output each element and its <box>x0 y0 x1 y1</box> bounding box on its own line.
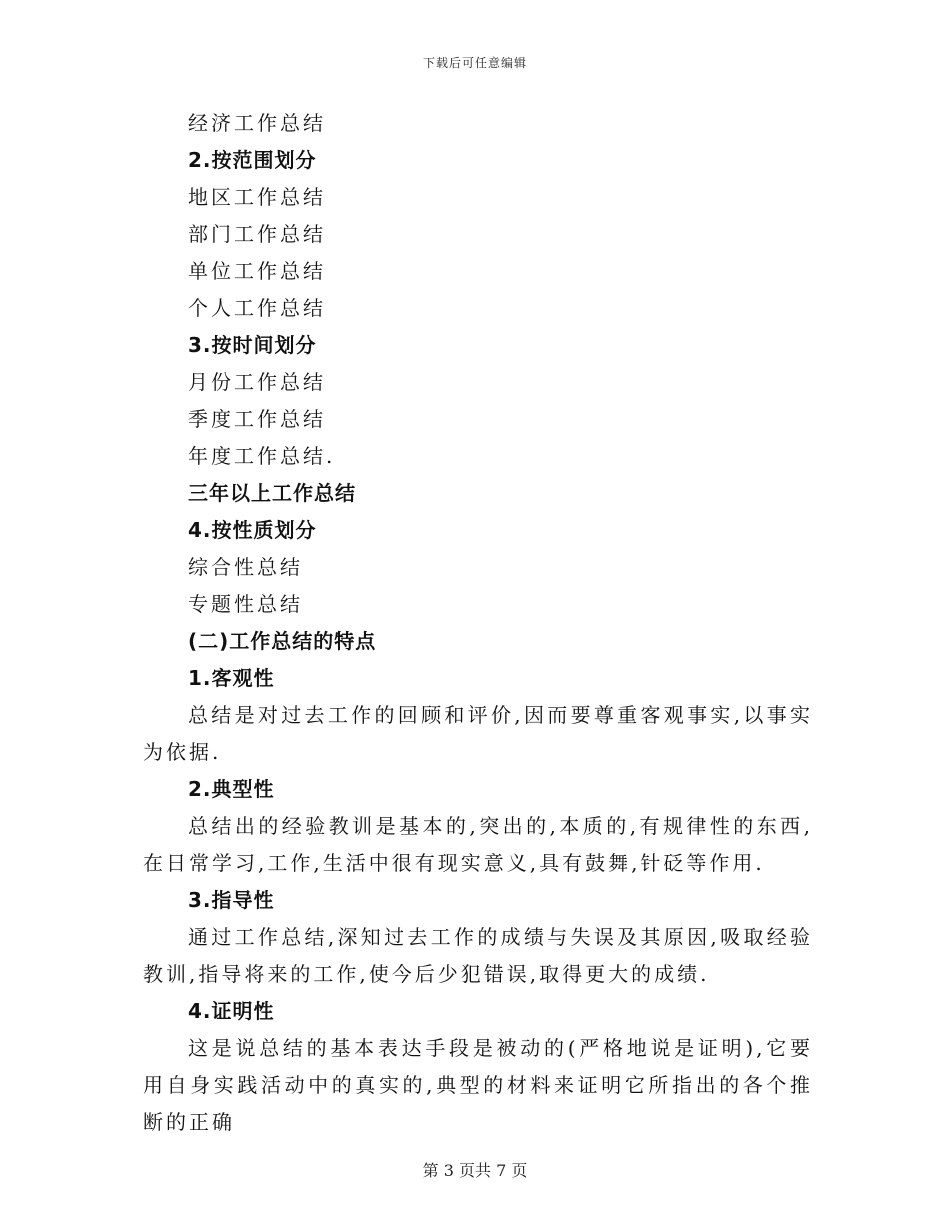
feature-paragraph: 这是说总结的基本表达手段是被动的(严格地说是证明),它要用自身实践活动中的真实的,典型的材料来证明它所指出的各个推断的正确 <box>143 1036 813 1134</box>
list-item: 部门工作总结 <box>188 222 326 246</box>
document-body <box>143 105 813 1141</box>
section-heading: (二)工作总结的特点 <box>188 629 377 653</box>
list-item: 个人工作总结 <box>188 296 326 320</box>
section-heading: 三年以上工作总结 <box>188 481 356 505</box>
feature-paragraph: 通过工作总结,深知过去工作的成绩与失误及其原因,吸取经验教训,指导将来的工作,使今后少犯错误,取得更大的成绩. <box>143 925 813 986</box>
section-heading: 2.按范围划分 <box>188 148 317 172</box>
page-header: 下载后可任意编辑 <box>422 56 527 70</box>
feature-heading: 1.客观性 <box>188 666 275 690</box>
list-item: 综合性总结 <box>188 555 303 579</box>
list-item: 季度工作总结 <box>188 407 326 431</box>
feature-heading: 3.指导性 <box>188 888 275 912</box>
feature-heading: 4.证明性 <box>188 999 275 1023</box>
feature-heading: 2.典型性 <box>188 777 275 801</box>
section-heading: 4.按性质划分 <box>188 518 317 542</box>
features-sections <box>143 660 813 1141</box>
list-item: 专题性总结 <box>188 592 303 616</box>
feature-paragraph: 总结是对过去工作的回顾和评价,因而要尊重客观事实,以事实为依据. <box>143 703 813 764</box>
section-heading: 3.按时间划分 <box>188 333 317 357</box>
page-footer: 第 3 页共 7 页 <box>422 1161 528 1180</box>
category-list <box>143 105 813 660</box>
list-item: 月份工作总结 <box>188 370 326 394</box>
list-item: 地区工作总结 <box>188 185 326 209</box>
feature-paragraph: 总结出的经验教训是基本的,突出的,本质的,有规律性的东西,在日常学习,工作,生活中很有现实意义,具有鼓舞,针砭等作用. <box>143 814 813 875</box>
list-item: 年度工作总结. <box>188 444 336 468</box>
list-item: 经济工作总结 <box>188 111 326 135</box>
list-item: 单位工作总结 <box>188 259 326 283</box>
